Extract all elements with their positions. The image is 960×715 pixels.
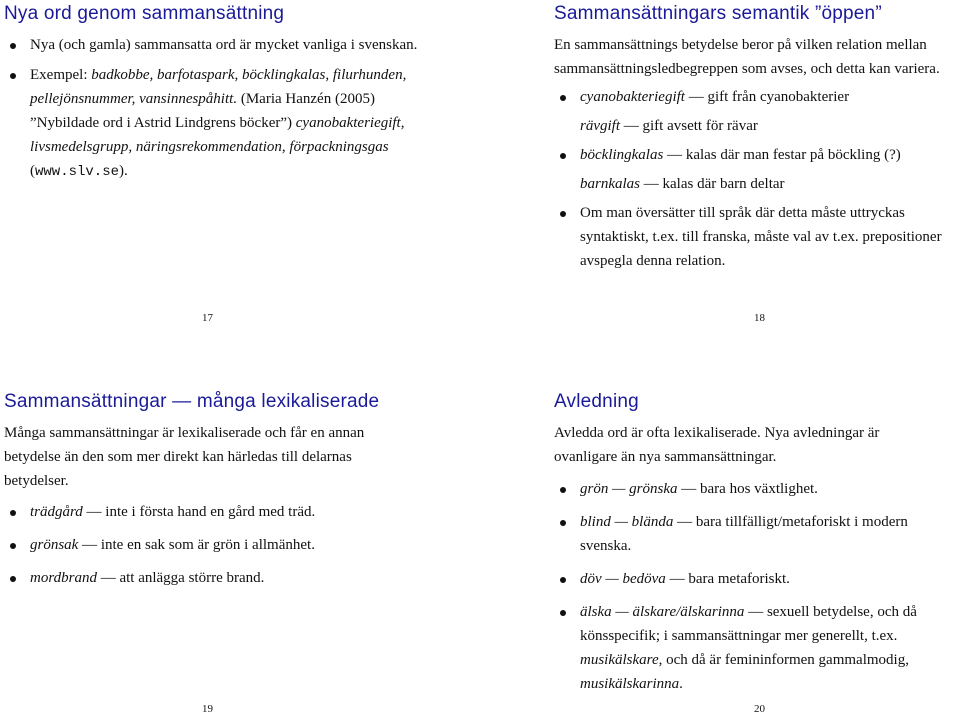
intro-paragraph: Avledda ord är ofta lexikaliserade. Nya avledningar är ovanligare än nya sammansättningar. — [554, 425, 880, 465]
derivation-pair: döv — bedöva — [580, 571, 666, 587]
compound-word: grönsak — [30, 537, 79, 553]
list-item: cyanobakteriegift — gift från cyanobakterier rävgift — gift avsett för rävar — [554, 85, 960, 138]
list-item: trädgård — inte i första hand en gård med träd. — [4, 500, 404, 524]
compound-word: barnkalas — [580, 176, 640, 192]
example-word: musikälskare — [580, 652, 659, 668]
compound-word: böcklingkalas — [580, 147, 664, 163]
punctuation: . — [679, 676, 683, 692]
slide-title: Sammansättningar — många lexikaliserade — [4, 391, 380, 412]
compound-word: cyanobakteriegift — [580, 89, 685, 105]
slide-title: Nya ord genom sammansättning — [4, 3, 285, 24]
page-number: 20 — [754, 703, 765, 715]
slide-title: Sammansättningars semantik ”öppen” — [554, 3, 882, 24]
bullet-list — [4, 500, 404, 590]
compound-word: trädgård — [30, 504, 83, 520]
derivation-pair: blind — blända — [580, 514, 674, 530]
slide-17 — [4, 0, 434, 184]
list-item — [554, 201, 960, 273]
example-words-2: cyanobakteriegift, livsmedelsgrupp, näringsrekommendation, förpackningsgas — [30, 115, 405, 155]
list-item: blind — blända — bara tillfälligt/metaforiskt i modern svenska. — [554, 510, 944, 558]
bullet-list — [554, 477, 944, 696]
gloss: inte en sak som är grön i allmänhet. — [100, 537, 315, 553]
gloss: sexuell betydelse, och då könsspecifik; i sammansättningar mer generellt, t.ex. — [580, 604, 917, 644]
gloss: inte i första hand en gård med träd. — [105, 504, 316, 520]
gloss: att anlägga större brand. — [119, 570, 265, 586]
gloss: bara tillfälligt/metaforiskt i modern svenska. — [580, 514, 908, 554]
list-item: grön — grönska — bara hos växtlighet. — [554, 477, 944, 501]
bullet-text: Nya (och gamla) sammansatta ord är mycket vanliga i svenskan. — [30, 37, 418, 53]
example-words: badkobbe, barfotaspark, böcklingkalas, filurhunden, pellejönsnummer, vansinnespåhitt. — [30, 67, 407, 107]
compound-word: rävgift — [580, 118, 620, 134]
gloss: bara metaforiskt. — [688, 571, 790, 587]
slide-20 — [554, 390, 944, 696]
intro-paragraph: Många sammansättningar är lexikaliserade och får en annan betydelse än den som mer direkt kan härledas till delarnas betydelser. — [4, 425, 365, 489]
list-item: mordbrand — att anlägga större brand. — [4, 566, 404, 590]
slide-18 — [554, 0, 960, 273]
list-item: grönsak — inte en sak som är grön i allmänhet. — [4, 533, 404, 557]
page-number: 18 — [754, 312, 765, 324]
gloss: gift avsett för rävar — [642, 118, 758, 134]
paren: ). — [119, 163, 128, 179]
compound-word: mordbrand — [30, 570, 97, 586]
bullet-list — [554, 85, 960, 273]
gloss: gift från cyanobakterier — [707, 89, 850, 105]
slide-title: Avledning — [554, 391, 639, 412]
paren: ( — [30, 163, 35, 179]
intro-paragraph: En sammansättnings betydelse beror på vilken relation mellan sammansättningsledbegreppen som avses, och detta kan variera. — [554, 37, 940, 77]
gloss: bara hos växtlighet. — [700, 481, 818, 497]
list-item: döv — bedöva — bara metaforiskt. — [554, 567, 944, 591]
list-item — [4, 63, 434, 184]
example-word: musikälskarinna — [580, 676, 680, 692]
example-label: Exempel: — [30, 67, 92, 83]
slide-19 — [4, 390, 404, 590]
bullet-text: Om man översätter till språk där detta måste uttryckas syntaktiskt, t.ex. till franska, måste val av t.ex. prepositioner avspegla denna relation. — [580, 205, 942, 269]
list-item: böcklingkalas — kalas där man festar på böckling (?) barnkalas — kalas där barn deltar — [554, 143, 960, 196]
list-item — [4, 33, 434, 57]
gloss: kalas där barn deltar — [662, 176, 785, 192]
source-url: www.slv.se — [35, 164, 120, 180]
gloss: , och då är femininformen gammalmodig, — [658, 652, 909, 668]
page-number: 17 — [202, 312, 213, 324]
bullet-list — [4, 33, 434, 184]
reference: (Maria Hanzén (2005) ”Nybildade ord i Astrid Lindgrens böcker”) — [30, 91, 375, 131]
list-item: älska — älskare/älskarinna — sexuell betydelse, och då könsspecifik; i sammansättningar mer generellt, t.ex. musikälskare, och då är femininformen gammalmodig, musikälskarinna. — [554, 600, 944, 696]
derivation-pair: älska — älskare/älskarinna — [580, 604, 745, 620]
gloss: kalas där man festar på böckling (?) — [685, 147, 901, 163]
derivation-pair: grön — grönska — [580, 481, 678, 497]
page-number: 19 — [202, 703, 213, 715]
